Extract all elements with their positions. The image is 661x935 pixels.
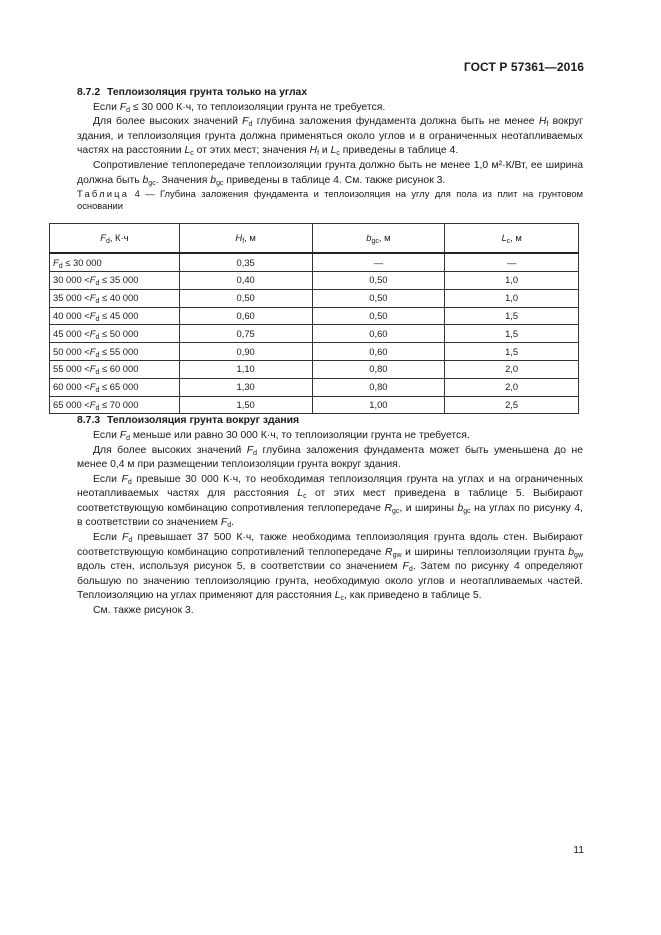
document-code: ГОСТ Р 57361—2016: [463, 60, 584, 74]
page-content: [53, 86, 583, 619]
table-row: $F_d \le 30$ 000 0,35 — —: [50, 253, 579, 271]
paragraph: См. также рисунок 3.: [93, 605, 194, 617]
paragraph: Если $F_d$ меньше или равно 30 000 К·ч, то теплоизоляции грунта не требуется.: [93, 429, 470, 442]
table-row: 55 $000 <F_d \le 60$ 000 1,10 0,80 2,0: [50, 360, 579, 378]
table-header-row: [50, 224, 579, 254]
column-header-bgc: $b_{gc}$, м: [312, 224, 445, 254]
section-heading-8-7-3: 8.7.3 Теплоизоляция грунта вокруг здания: [77, 415, 300, 427]
paragraph: Для более высоких значений $F_d$ глубина заложения фундамента может быть уменьшена до не менее 0,4 м при размещении теплоизоляции грунта вокруг здания.: [77, 444, 583, 471]
table-row: 35 $000 <F_d \le 40$ 000 0,50 0,50 1,0: [50, 289, 579, 307]
foundation-depth-table: [49, 223, 579, 414]
paragraph: Если $F_d$ превышает 37 500 К·ч, также необходима теплоизоляция грунта вдоль стен. Выбирают соответствующую комбинацию сопротивлений теплопередаче $R_{gw}$ и ширины теплоизоляции грунта $b_{gw}$ вдоль стен, используя рисунок 5, в соответствии со значением $F_d$. Затем по рисунку 4 определяют большую по значению теплоизоляцию грунта, необходимую около углов и неотапливаемых частей. Теплоизоляцию на углах применяют для расстояния $L_c$, как приведено в таблице 5.: [77, 532, 583, 603]
section-heading-8-7-2: 8.7.2 Теплоизоляция грунта только на углах: [77, 87, 308, 98]
table-row: 45 $000 <F_d \le 50$ 000 0,75 0,60 1,5: [50, 325, 579, 343]
table-row: 40 $000 <F_d \le 45$ 000 0,60 0,50 1,5: [50, 307, 579, 325]
paragraph: Сопротивление теплопередаче теплоизоляции грунта должно быть не менее 1,0 м²·К/Вт, ее ширина должна быть $b_{gc}$. Значения $b_{gc}$ приведены в таблице 4. См. также рисунок 3.: [77, 159, 583, 187]
column-header-hf: $H_f$, м: [179, 224, 312, 254]
table-row: 30 $000 <F_d \le 35$ 000 0,40 0,50 1,0: [50, 271, 579, 289]
column-header-lc: $L_c$, м: [445, 224, 579, 254]
table-row: 65 $000 <F_d \le 70$ 000 1,50 1,00 2,5: [50, 396, 579, 414]
page-number: 11: [573, 845, 584, 856]
table-row: 60 $000 <F_d \le 65$ 000 1,30 0,80 2,0: [50, 378, 579, 396]
table-caption: Таблица 4 — Глубина заложения фундамента и теплоизоляция на углу для пола из плит на грунтовом основании: [77, 188, 583, 212]
column-header-fd: $F_d$, К·ч: [50, 224, 180, 254]
table-row: 50 $000 <F_d \le 55$ 000 0,90 0,60 1,5: [50, 343, 579, 361]
paragraph: Если $F_d \le 30$ 000 К·ч, то теплоизоляции грунта не требуется.: [93, 101, 386, 114]
paragraph: Если $F_d$ превыше 30 000 К·ч, то необходимая теплоизоляция грунта на углах и на ограниченных неотапливаемых частях для расстояния $L_c$ от этих мест приведена в таблице 5. Выбирают соответствующую комбинацию сопротивления теплопередаче $R_{gc}$, и ширины $b_{gc}$ на углах по рисунку 4, в соответствии со значением $F_d$.: [77, 473, 583, 530]
paragraph: Для более высоких значений $F_d$ глубина заложения фундамента должна быть не менее $H_f$ вокруг здания, и теплоизоляция грунта должна применяться около углов и в ограниченных неотапливаемых частях на расстоянии $L_c$ от этих мест; значения $H_f$ и $L_c$ приведены в таблице 4.: [77, 116, 583, 158]
